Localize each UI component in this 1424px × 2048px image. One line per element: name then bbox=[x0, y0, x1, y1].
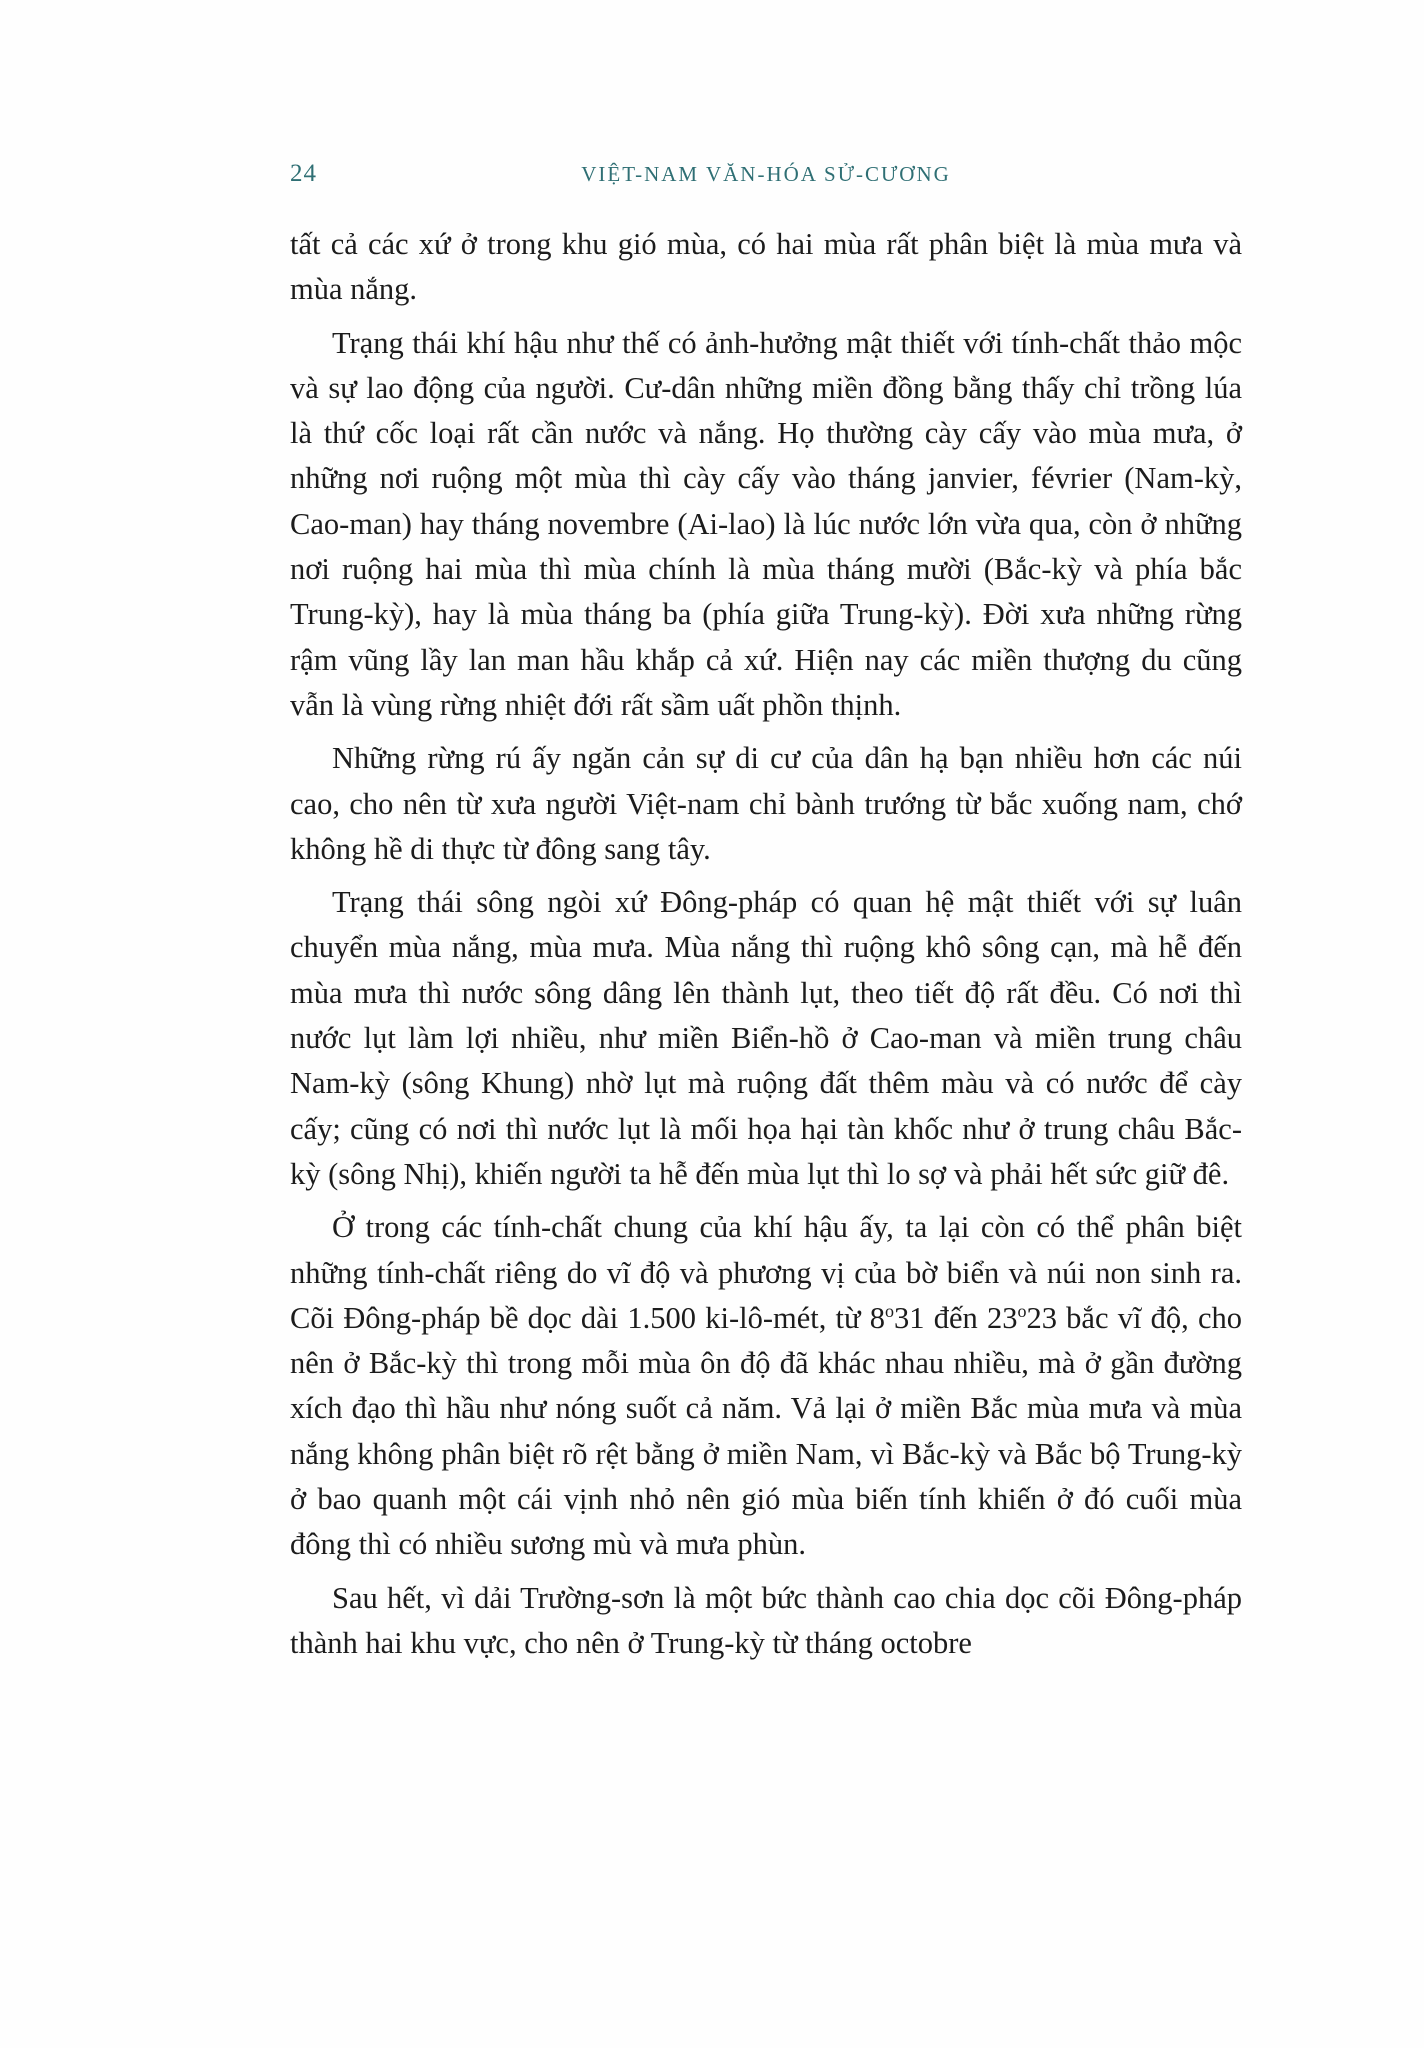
running-header bbox=[290, 160, 1242, 190]
paragraph bbox=[290, 1205, 1242, 1567]
paragraph: Những rừng rú ấy ngăn cản sự di cư của dân hạ bạn nhiều hơn các núi cao, cho nên từ xưa người Việt-nam chỉ bành trướng từ bắc xuống nam, chớ không hề di thực từ đông sang tây. bbox=[290, 741, 1242, 866]
text-run: 23 bắc vĩ độ, cho nên ở Bắc-kỳ thì trong mỗi mùa ôn độ đã khác nhau nhiều, mà ở gần đường xích đạo thì hầu như nóng suốt cả năm. Vả lại ở miền Bắc mùa mưa và mùa nắng không phân biệt rõ rệt bằng ở miền Nam, vì Bắc-kỳ và Bắc bộ Trung-kỳ ở bao quanh một cái vịnh nhỏ nên gió mùa biến tính khiến ở đó cuối mùa đông thì có nhiều sương mù và mưa phùn. bbox=[290, 1300, 1242, 1562]
paragraph: tất cả các xứ ở trong khu gió mùa, có hai mùa rất phân biệt là mùa mưa và mùa nắng. bbox=[290, 227, 1242, 307]
paragraph: Sau hết, vì dải Trường-sơn là một bức thành cao chia dọc cõi Đông-pháp thành hai khu vực, cho nên ở Trung-kỳ từ tháng octobre bbox=[290, 1580, 1242, 1660]
text-run: Ở trong các tính-chất chung của khí hậu ấy, ta lại còn có thể phân biệt những tính-chất riêng do vĩ độ và phương vị của bờ biển và núi non sinh ra. Cõi Đông-pháp bề dọc dài 1.500 ki-lô-mét, từ 8 bbox=[290, 1210, 1242, 1335]
body-text bbox=[290, 222, 1242, 1674]
degree-superscript: o bbox=[1017, 1300, 1027, 1321]
degree-superscript: o bbox=[885, 1300, 895, 1321]
book-title: VIỆT-NAM VĂN-HÓA SỬ-CƯƠNG bbox=[581, 162, 951, 186]
text-run: 31 đến 23 bbox=[894, 1300, 1018, 1335]
page-number: 24 bbox=[290, 160, 317, 187]
paragraph: Trạng thái khí hậu như thế có ảnh-hưởng mật thiết với tính-chất thảo mộc và sự lao động của người. Cư-dân những miền đồng bằng thấy chỉ trồng lúa là thứ cốc loại rất cần nước và nắng. Họ thường cày cấy vào mùa mưa, ở những nơi ruộng một mùa thì cày cấy vào tháng janvier, février (Nam-kỳ, Cao-man) hay tháng novembre (Ai-lao) là lúc nước lớn vừa qua, còn ở những nơi ruộng hai mùa thì mùa chính là mùa tháng mười (Bắc-kỳ và phía bắc Trung-kỳ), hay là mùa tháng ba (phía giữa Trung-kỳ). Đời xưa những rừng rậm vũng lầy lan man hầu khắp cả xứ. Hiện nay các miền thượng du cũng vẫn là vùng rừng nhiệt đới rất sầm uất phồn thịnh. bbox=[290, 325, 1242, 722]
paragraph: Trạng thái sông ngòi xứ Đông-pháp có quan hệ mật thiết với sự luân chuyển mùa nắng, mùa mưa. Mùa nắng thì ruộng khô sông cạn, mà hễ đến mùa mưa thì nước sông dâng lên thành lụt, theo tiết độ rất đều. Có nơi thì nước lụt làm lợi nhiều, như miền Biển-hồ ở Cao-man và miền trung châu Nam-kỳ (sông Khung) nhờ lụt mà ruộng đất thêm màu và có nước để cày cấy; cũng có nơi thì nước lụt là mối họa hại tàn khốc như ở trung châu Bắc-kỳ (sông Nhị), khiến người ta hễ đến mùa lụt thì lo sợ và phải hết sức giữ đê. bbox=[290, 885, 1242, 1191]
